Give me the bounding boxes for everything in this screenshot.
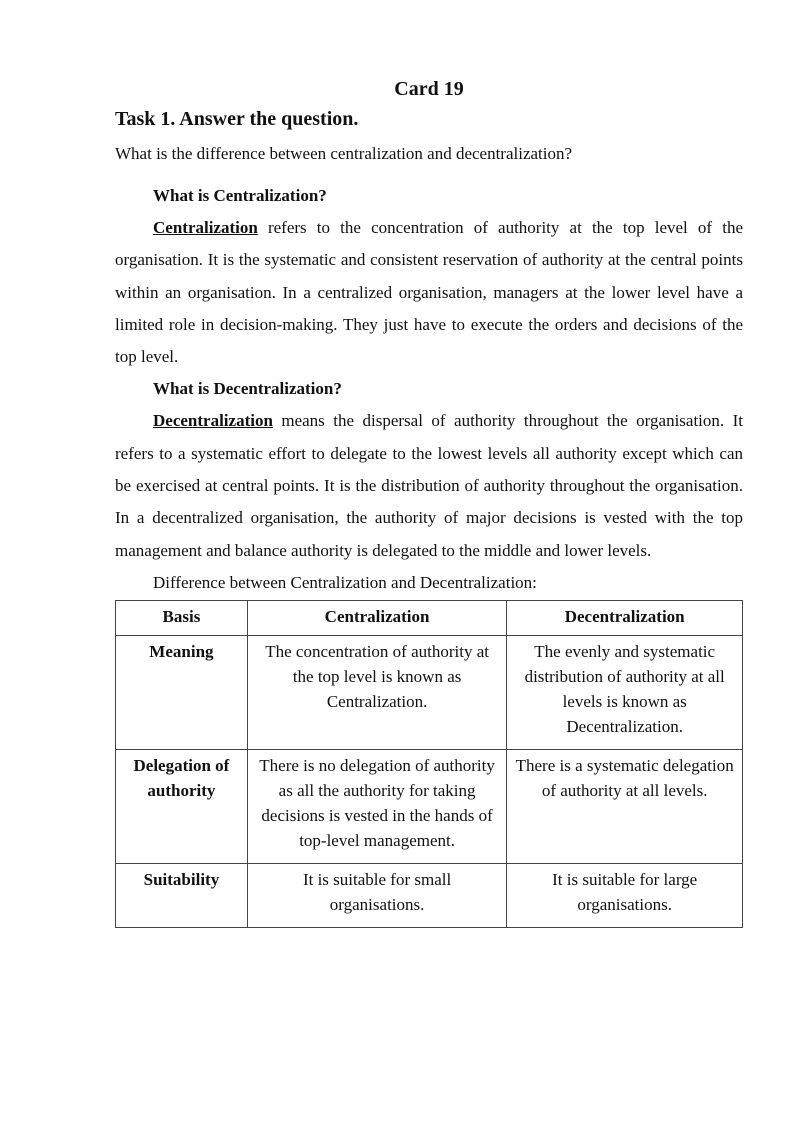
decentralization-paragraph [115, 405, 743, 566]
document-page [115, 72, 743, 928]
table-row [116, 749, 743, 863]
card-title: Card 19 [394, 78, 464, 100]
header-centralization: Centralization [247, 600, 507, 635]
decentralization-term: Decentralization [153, 411, 273, 431]
basis-cell: Suitability [116, 863, 248, 927]
centralization-cell: The concentration of authority at the top level is known as Centralization. [247, 635, 507, 749]
table-header-row [116, 600, 743, 635]
table-intro: Difference between Centralization and Decentralization: [153, 572, 537, 592]
basis-cell: Delegation of authority [116, 749, 248, 863]
decentralization-cell: There is a systematic delegation of authority at all levels. [507, 749, 743, 863]
header-decentralization: Decentralization [507, 600, 743, 635]
centralization-term: Centralization [153, 218, 258, 237]
basis-cell: Meaning [116, 635, 248, 749]
decentralization-heading: What is Decentralization? [153, 379, 342, 399]
decentralization-cell: The evenly and systematic distribution of authority at all levels is known as Decentralization. [507, 635, 743, 749]
centralization-cell: It is suitable for small organisations. [247, 863, 507, 927]
table-row [116, 863, 743, 927]
centralization-cell: There is no delegation of authority as all the authority for taking decisions is vested in the hands of top-level management. [247, 749, 507, 863]
table-row [116, 635, 743, 749]
question-text: What is the difference between centralization and decentralization? [115, 144, 573, 163]
decentralization-cell: It is suitable for large organisations. [507, 863, 743, 927]
task-title: Task 1. Answer the question. [115, 108, 359, 130]
decentralization-text: means the dispersal of authority throughout the organisation. It refers to a systematic effort to delegate to the lowest levels all authority except which can be exercised at central points. It is the distribution of authority throughout the organisation. In a decentralized organisation, the authority of major decisions is vested with the top management and balance authority is delegated to the middle and lower levels. [115, 411, 743, 560]
centralization-paragraph [115, 212, 743, 373]
comparison-table [115, 600, 743, 928]
header-basis: Basis [116, 600, 248, 635]
centralization-text: refers to the concentration of authority at the top level of the organisation. It is the systematic and consistent reservation of authority at the central points within an organisation. In a centralized organisation, managers at the lower level have a limited role in decision-making. They just have to execute the orders and decisions of the top level. [115, 218, 743, 367]
centralization-heading: What is Centralization? [153, 186, 327, 205]
